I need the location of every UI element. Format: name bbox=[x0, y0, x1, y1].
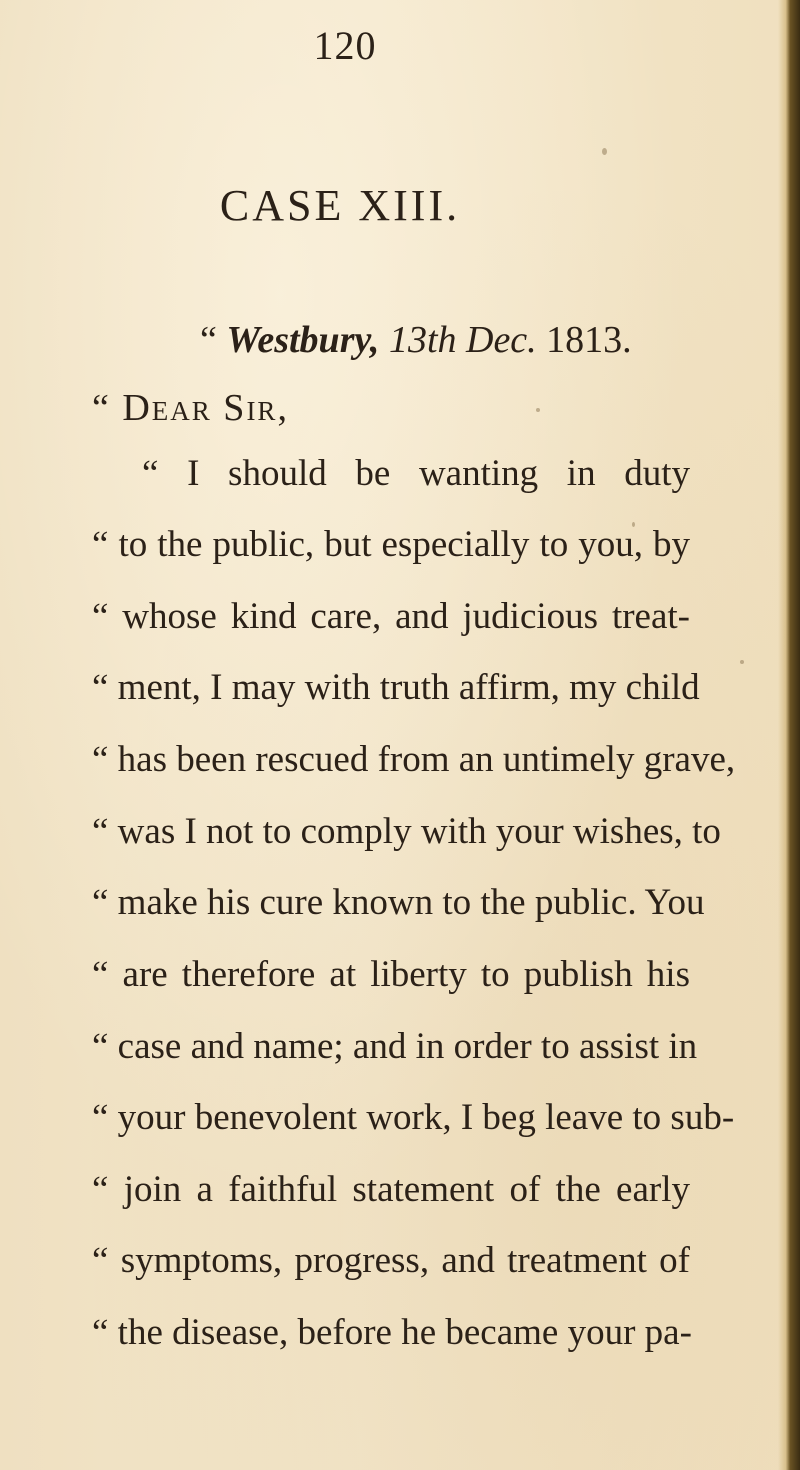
page-number: 120 bbox=[313, 23, 377, 68]
letter-salutation: “ Dear Sir, bbox=[92, 387, 289, 429]
body-line-8: “ are therefore at liberty to publish his bbox=[92, 954, 690, 995]
body-line-2: “ to the public, but especially to you, by bbox=[92, 524, 690, 565]
body-line-3: “ whose kind care, and judicious treat- bbox=[92, 596, 690, 637]
body-line-9: “ case and name; and in order to assist in bbox=[92, 1026, 698, 1067]
body-line-5: “ has been rescued from an untimely grave, bbox=[92, 739, 736, 780]
dateline-place: Westbury, bbox=[226, 319, 380, 361]
body-line-13: “ the disease, before he became your pa- bbox=[92, 1312, 692, 1353]
dateline-quote: “ bbox=[200, 319, 227, 361]
body-line-12: “ symptoms, progress, and treatment of bbox=[92, 1240, 690, 1281]
body-line-6: “ was I not to comply with your wishes, to bbox=[92, 811, 721, 852]
page-binding-edge bbox=[778, 0, 800, 1470]
dateline-year: 1813. bbox=[536, 319, 632, 361]
body-line-4: “ ment, I may with truth affirm, my child bbox=[92, 667, 700, 708]
body-line-7: “ make his cure known to the public. You bbox=[92, 882, 705, 923]
body-line-10: “ your benevolent work, I beg leave to sub- bbox=[92, 1097, 735, 1138]
dateline-date: 13th Dec. bbox=[379, 319, 537, 361]
body-line-11: “ join a faithful statement of the early bbox=[92, 1169, 690, 1210]
case-heading: CASE XIII. bbox=[219, 181, 461, 230]
letter-dateline bbox=[200, 318, 632, 362]
body-line-1: “ I should be wanting in duty bbox=[142, 453, 690, 494]
